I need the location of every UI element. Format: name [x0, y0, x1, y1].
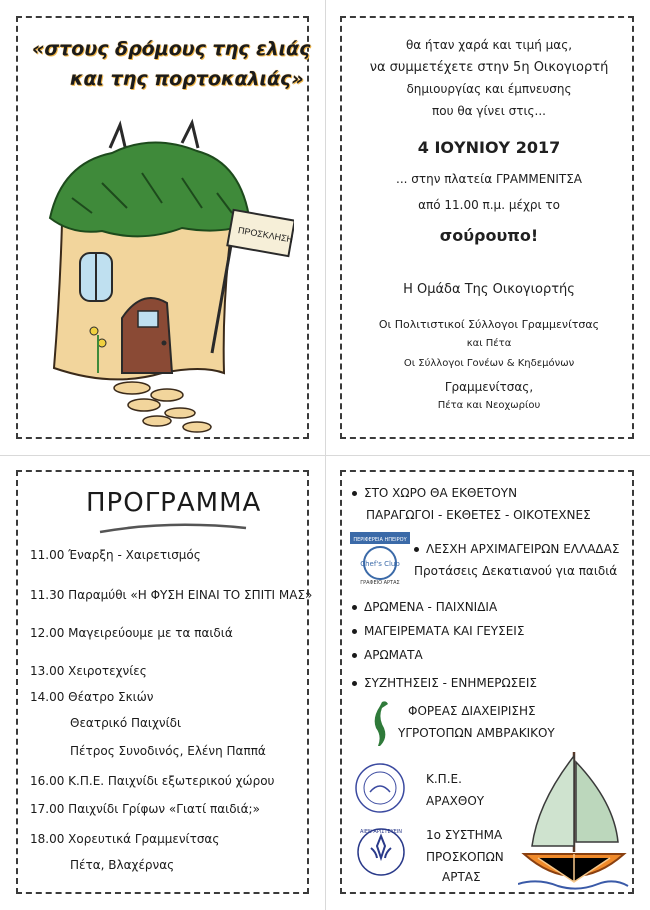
event-sunset: σούρουπο!: [439, 226, 539, 245]
invitation-line1: θα ήταν χαρά και τιμή μας,: [405, 38, 573, 52]
program-item: 17.00 Παιχνίδι Γρίφων «Γιατί παιδιά;»: [30, 802, 260, 816]
scouts-logo: [356, 824, 406, 880]
program-item: 11.00 Έναρξη - Χαιρετισμός: [30, 548, 201, 562]
orange-boat-illustration: [518, 742, 630, 892]
program-item: Θεατρικό Παιχνίδι: [70, 716, 182, 730]
exhibit-item-producers-line2: ΠΑΡΑΓΩΓΟΙ - ΕΚΘΕΤΕΣ - ΟΙΚΟΤΕΧΝΕΣ: [366, 508, 591, 522]
chefs-club-label: Chef's Club: [360, 560, 400, 568]
svg-text:ΠΕΡΙΦΕΡΕΙΑ ΗΠΕΙΡΟΥ: ΠΕΡΙΦΕΡΕΙΑ ΗΠΕΙΡΟΥ: [353, 537, 407, 543]
invitation-line3: δημιουργίας και έμπνευσης: [406, 82, 572, 96]
program-item: 11.30 Παραμύθι «Η ΦΥΣΗ ΕΙΝΑΙ ΤΟ ΣΠΙΤΙ ΜΑΣ»: [30, 588, 313, 602]
program-item: 14.00 Θέατρο Σκιών: [30, 690, 154, 704]
exhibit-item-cooking: ΜΑΓΕΙΡΕΜΑΤΑ ΚΑΙ ΓΕΥΣΕΙΣ: [352, 624, 524, 638]
chefs-club-logo: [348, 530, 412, 586]
exhibit-item-chefs-line2: Προτάσεις Δεκατιανού για παιδιά: [414, 564, 618, 578]
event-place: ... στην πλατεία ΓΡΑΜΜΕΝΙΤΣΑ: [396, 172, 582, 186]
program-item: Πέτα, Βλαχέρνας: [70, 858, 175, 872]
org-line5: Πέτα και Νεοχωρίου: [437, 400, 541, 411]
exhibit-item-performances: ΔΡΩΜΕΝΑ - ΠΑΙΧΝΙΔΙΑ: [352, 600, 497, 614]
cover-title-line1: «στους δρόμους της ελιάς: [32, 38, 311, 60]
exhibit-item-chefs: ΛΕΣΧΗ ΑΡΧΙΜΑΓΕΙΡΩΝ ΕΛΛΑΔΑΣ: [414, 542, 619, 556]
org-line2: και Πέτα: [466, 338, 512, 349]
heron-logo: [368, 698, 394, 750]
invitation-line4: που θα γίνει στις...: [432, 104, 546, 118]
scouts-line2: ΠΡΟΣΚΟΠΩΝ: [426, 850, 504, 864]
program-item: Πέτρος Συνοδινός, Ελένη Παππά: [70, 744, 266, 758]
scouts-line3: ΑΡΤΑΣ: [442, 870, 481, 884]
invitation-panel: [340, 16, 634, 439]
program-panel: [16, 470, 313, 894]
invitation-line2: να συμμετέχετε στην 5η Οικογιορτή: [369, 60, 609, 75]
sign-label: ΠΡΟΣΚΛΗΣΗ: [237, 225, 294, 245]
exhibit-item-aromas: ΑΡΩΜΑΤΑ: [352, 648, 423, 662]
svg-text:ΑΙΕΝ ΑΡΙΣΤΕΥΕΙΝ: ΑΙΕΝ ΑΡΙΣΤΕΥΕΙΝ: [359, 829, 403, 835]
program-item: 18.00 Χορευτικά Γραμμενίτσας: [30, 832, 220, 846]
exhibit-panel: [340, 470, 634, 894]
org-line1: Οι Πολιτιστικοί Σύλλογοι Γραμμενίτσας: [378, 318, 600, 331]
fold-line-horizontal: [0, 455, 650, 456]
event-time: από 11.00 π.μ. μέχρι το: [418, 198, 560, 212]
program-item: 12.00 Μαγειρεύουμε με τα παιδιά: [30, 626, 233, 640]
house-illustration: [32, 103, 294, 438]
kpe-line2: ΑΡΑΧΘΟΥ: [426, 794, 485, 808]
wetland-org-line2: ΥΓΡΟΤΟΠΩΝ ΑΜΒΡΑΚΙΚΟΥ: [398, 726, 555, 740]
exhibit-item-discussions: ΣΥΖΗΤΗΣΕΙΣ - ΕΝΗΜΕΡΩΣΕΙΣ: [352, 676, 537, 690]
org-line3: Οι Σύλλογοι Γονέων & Κηδεμόνων: [403, 358, 575, 369]
organizing-team: Η Ομάδα Της Οικογιορτής: [403, 282, 575, 297]
title-swoosh: [98, 522, 248, 536]
org-line4: Γραμμενίτσας,: [444, 380, 534, 394]
program-item: 16.00 Κ.Π.Ε. Παιχνίδι εξωτερικού χώρου: [30, 774, 275, 788]
cover-panel: [16, 16, 309, 439]
svg-text:ΓΡΑΦΕΙΟ ΑΡΤΑΣ: ΓΡΑΦΕΙΟ ΑΡΤΑΣ: [360, 580, 400, 586]
wetland-org-line1: ΦΟΡΕΑΣ ΔΙΑΧΕΙΡΙΣΗΣ: [408, 704, 536, 718]
program-item: 13.00 Χειροτεχνίες: [30, 664, 147, 678]
scouts-line1: 1ο ΣΥΣΤΗΜΑ: [426, 828, 503, 842]
event-date: 4 ΙΟΥΝΙΟΥ 2017: [417, 138, 561, 157]
program-title: ΠΡΟΓΡΑΜΜΑ: [86, 488, 262, 518]
kpe-logo: [354, 762, 406, 814]
exhibit-item-producers: ΣΤΟ ΧΩΡΟ ΘΑ ΕΚΘΕΤΟΥΝ: [352, 486, 517, 500]
kpe-line1: Κ.Π.Ε.: [426, 772, 462, 786]
cover-title-line2: και της πορτοκαλιάς»: [70, 68, 304, 90]
